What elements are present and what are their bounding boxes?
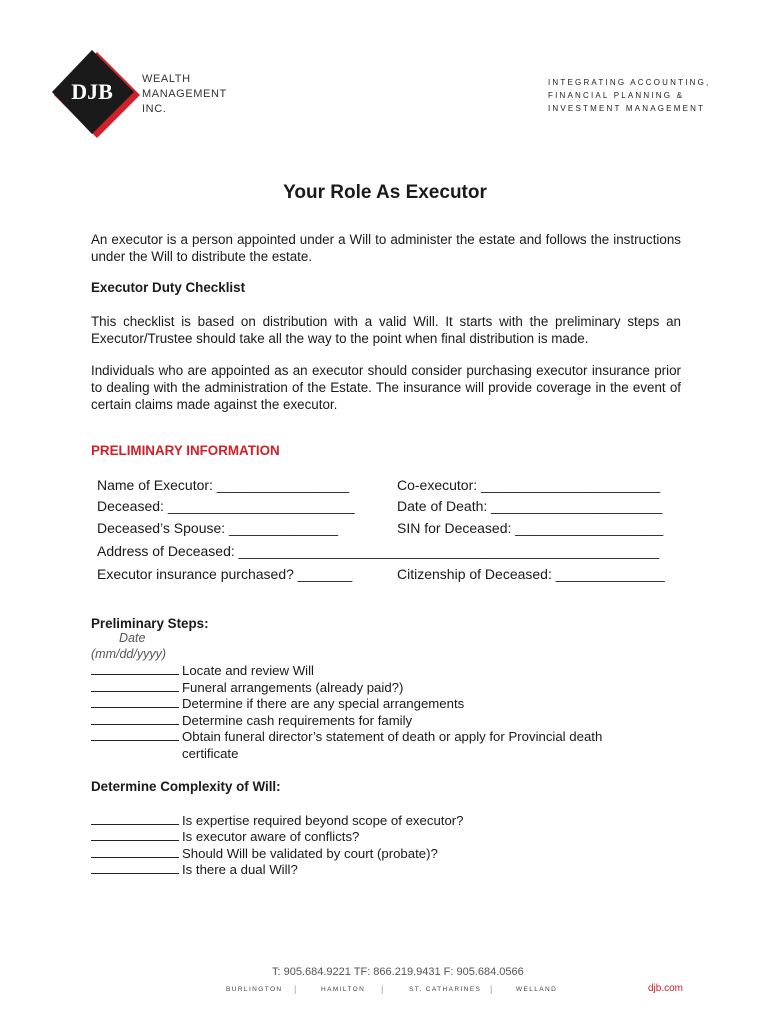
date-blank[interactable]	[91, 680, 179, 692]
checklist-item	[91, 713, 412, 730]
checklist-item-text: Should Will be validated by court (probate)?	[182, 846, 438, 861]
checklist-item	[91, 663, 314, 680]
insurance-purchased-field[interactable]: Executor insurance purchased? _______	[97, 566, 353, 582]
checklist-item-text: Is executor aware of conflicts?	[182, 829, 360, 844]
date-blank[interactable]	[91, 713, 179, 725]
checklist-item-text: Determine cash requirements for family	[182, 713, 413, 728]
address-field[interactable]: Address of Deceased: ______________________________________________________	[97, 543, 660, 559]
logo-text: DJB	[71, 79, 113, 104]
checklist-item-text: Funeral arrangements (already paid?)	[182, 680, 404, 695]
complexity-heading: Determine Complexity of Will:	[91, 779, 281, 794]
footer-separator: |	[294, 984, 297, 994]
intro-paragraph: An executor is a person appointed under a Will to administer the estate and follows the instructions under the Will to distribute the estate.	[91, 232, 681, 264]
checklist-item-text: Is expertise required beyond scope of executor?	[182, 813, 464, 828]
date-blank[interactable]	[91, 829, 179, 841]
date-column-label: Date	[119, 631, 146, 645]
deceased-field[interactable]: Deceased: ________________________	[97, 498, 355, 514]
date-blank[interactable]	[91, 696, 179, 708]
footer-city: HAMILTON	[321, 986, 366, 993]
checklist-item	[91, 829, 359, 846]
checklist-item-text: Determine if there are any special arrangements	[182, 696, 465, 711]
checklist-item	[91, 862, 298, 879]
co-executor-field[interactable]: Co-executor: _______________________	[397, 477, 661, 493]
date-blank[interactable]	[91, 729, 179, 741]
checklist-item	[91, 680, 403, 697]
date-blank[interactable]	[91, 846, 179, 858]
page-title: Your Role As Executor	[283, 182, 487, 203]
company-line: INC.	[142, 103, 167, 115]
checklist-item	[91, 846, 438, 863]
date-of-death-field[interactable]: Date of Death: ______________________	[397, 498, 663, 514]
checklist-item	[91, 696, 464, 713]
checklist-item-text: Is there a dual Will?	[182, 862, 298, 877]
date-format-label: (mm/dd/yyyy)	[91, 647, 166, 661]
date-blank[interactable]	[91, 813, 179, 825]
company-line: MANAGEMENT	[142, 88, 227, 100]
tagline-line: INVESTMENT MANAGEMENT	[548, 104, 706, 113]
tagline-line: FINANCIAL PLANNING &	[548, 91, 685, 100]
footer-website-link[interactable]: djb.com	[648, 983, 684, 994]
footer-city: WELLAND	[516, 986, 558, 993]
checklist-item-continuation: certificate	[182, 746, 239, 761]
footer-city: ST. CATHARINES	[409, 986, 482, 993]
footer-city: BURLINGTON	[226, 986, 283, 993]
checklist-item	[91, 729, 602, 746]
checklist-paragraph: This checklist is based on distribution with a valid Will. It starts with the preliminary steps an Executor/Trustee should take all the way to the point when final distribution is made.	[91, 314, 681, 346]
footer-separator: |	[490, 984, 493, 994]
citizenship-field[interactable]: Citizenship of Deceased: ______________	[397, 566, 665, 582]
preliminary-steps-heading: Preliminary Steps:	[91, 616, 209, 631]
tagline-line: INTEGRATING ACCOUNTING,	[548, 78, 711, 87]
company-name	[142, 72, 227, 117]
djb-logo	[52, 50, 142, 142]
checklist-item-text: Obtain funeral director’s statement of death or apply for Provincial death	[182, 729, 603, 744]
checklist-item-text: Locate and review Will	[182, 663, 314, 678]
preliminary-heading: PRELIMINARY INFORMATION	[91, 443, 280, 458]
date-blank[interactable]	[91, 663, 179, 675]
date-blank[interactable]	[91, 862, 179, 874]
insurance-paragraph: Individuals who are appointed as an executor should consider purchasing executor insurance prior to dealing with the administration of the Estate. The insurance will provide coverage in the event of certain claims made against the executor.	[91, 363, 681, 412]
checklist-heading: Executor Duty Checklist	[91, 280, 246, 295]
sin-field[interactable]: SIN for Deceased: ___________________	[397, 520, 664, 536]
footer-phones: T: 905.684.9221 TF: 866.219.9431 F: 905.684.0566	[272, 966, 524, 978]
name-of-executor-field[interactable]: Name of Executor: _________________	[97, 477, 350, 493]
checklist-item	[91, 813, 464, 830]
footer-separator: |	[381, 984, 384, 994]
company-line: WEALTH	[142, 73, 191, 85]
deceased-spouse-field[interactable]: Deceased’s Spouse: ______________	[97, 520, 339, 536]
tagline	[548, 76, 710, 115]
